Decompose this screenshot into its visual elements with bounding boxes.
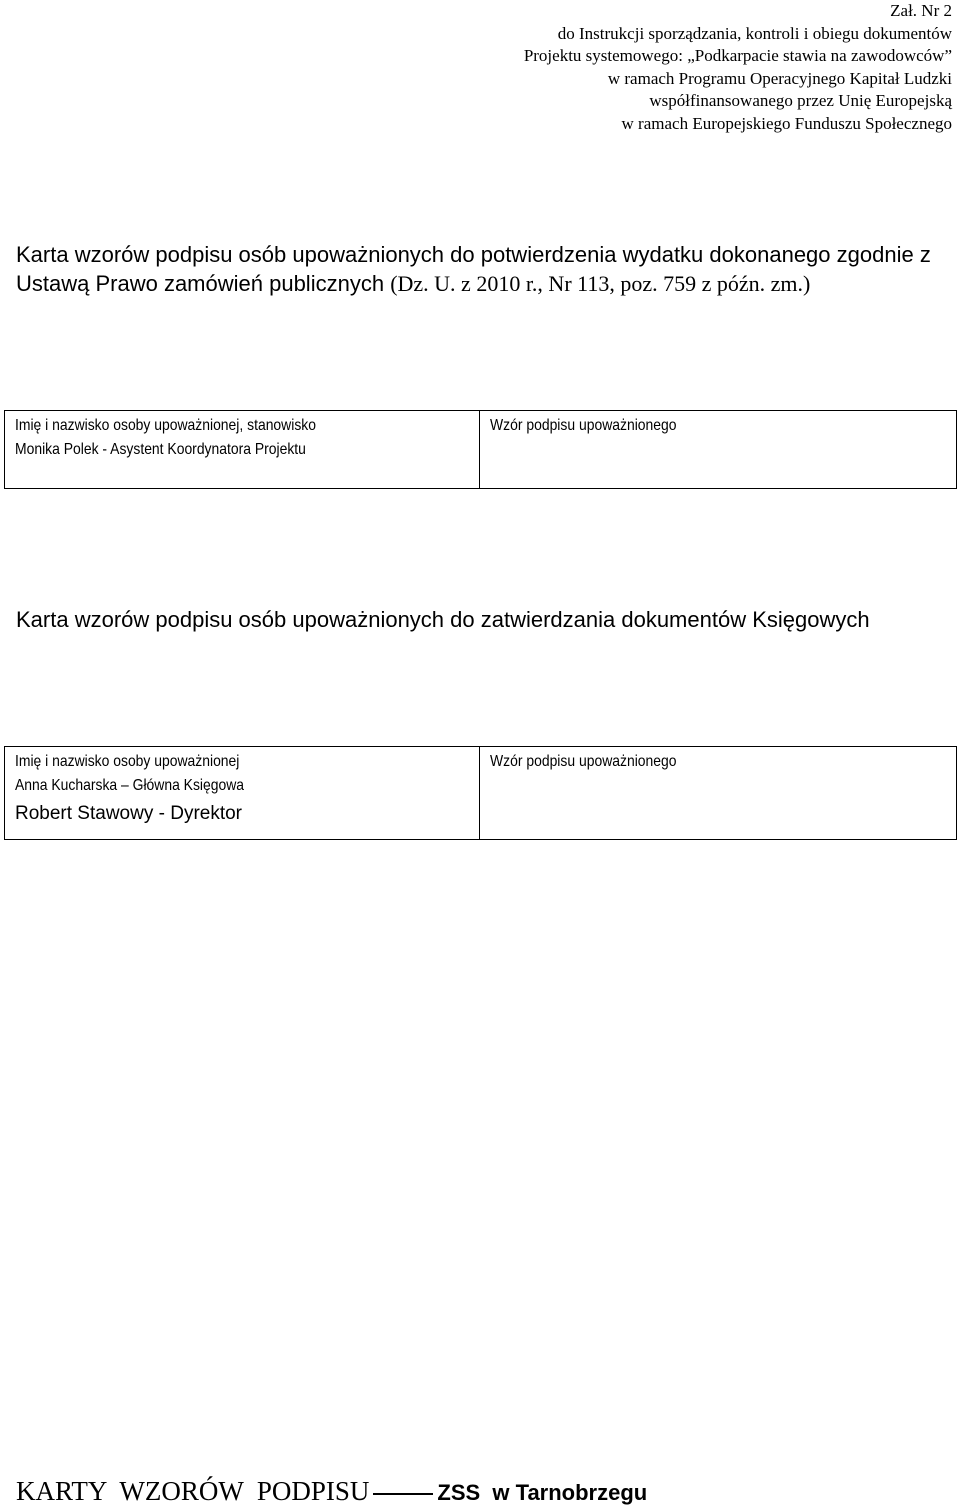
signature-column-header: Wzór podpisu upoważnionego — [490, 753, 677, 770]
footer-institution: ZSS w Tarnobrzegu — [437, 1480, 648, 1505]
signature-table-1 — [4, 410, 957, 489]
section1-title — [16, 240, 946, 298]
signature-column-header: Wzór podpisu upoważnionego — [490, 417, 677, 434]
footer-dash — [373, 1493, 433, 1495]
name-column-header: Imię i nazwisko osoby upoważnionej — [15, 753, 240, 770]
document-footer — [16, 1474, 647, 1510]
name-cell — [5, 411, 480, 489]
authorized-person: Monika Polek - Asystent Koordynatora Projektu — [15, 441, 306, 458]
section1-title-main: Karta wzorów podpisu osób upoważnionych do potwierdzenia wydatku dokonanego zgodnie z Ustawą Prawo zamówień publicznych — [16, 242, 931, 296]
footer-title: KARTY WZORÓW PODPISU — [16, 1476, 370, 1506]
authorized-person: Anna Kucharska – Główna Księgowa — [15, 777, 245, 794]
header-line: w ramach Programu Operacyjnego Kapitał Ludzki — [607, 68, 952, 88]
header-line: Projektu systemowego: „Podkarpacie stawia na zawodowców” — [523, 46, 952, 65]
document-header — [524, 0, 952, 135]
signature-table-2 — [4, 746, 957, 840]
section2-title: Karta wzorów podpisu osób upoważnionych do zatwierdzania dokumentów Księgowych — [16, 607, 870, 632]
signature-cell — [480, 411, 957, 489]
header-line: w ramach Europejskiego Funduszu Społecznego — [621, 113, 952, 133]
section1-title-reference: (Dz. U. z 2010 r., Nr 113, poz. 759 z późn. zm.) — [390, 271, 811, 296]
authorized-person: Robert Stawowy - Dyrektor — [15, 803, 243, 824]
header-line: do Instrukcji sporządzania, kontroli i obiegu dokumentów — [557, 23, 952, 43]
name-column-header: Imię i nazwisko osoby upoważnionej, stanowisko — [15, 417, 316, 434]
signature-cell — [480, 747, 957, 840]
attachment-number: Zał. Nr 2 — [890, 1, 952, 20]
name-cell — [5, 747, 480, 840]
header-line: współfinansowanego przez Unię Europejską — [649, 91, 952, 110]
